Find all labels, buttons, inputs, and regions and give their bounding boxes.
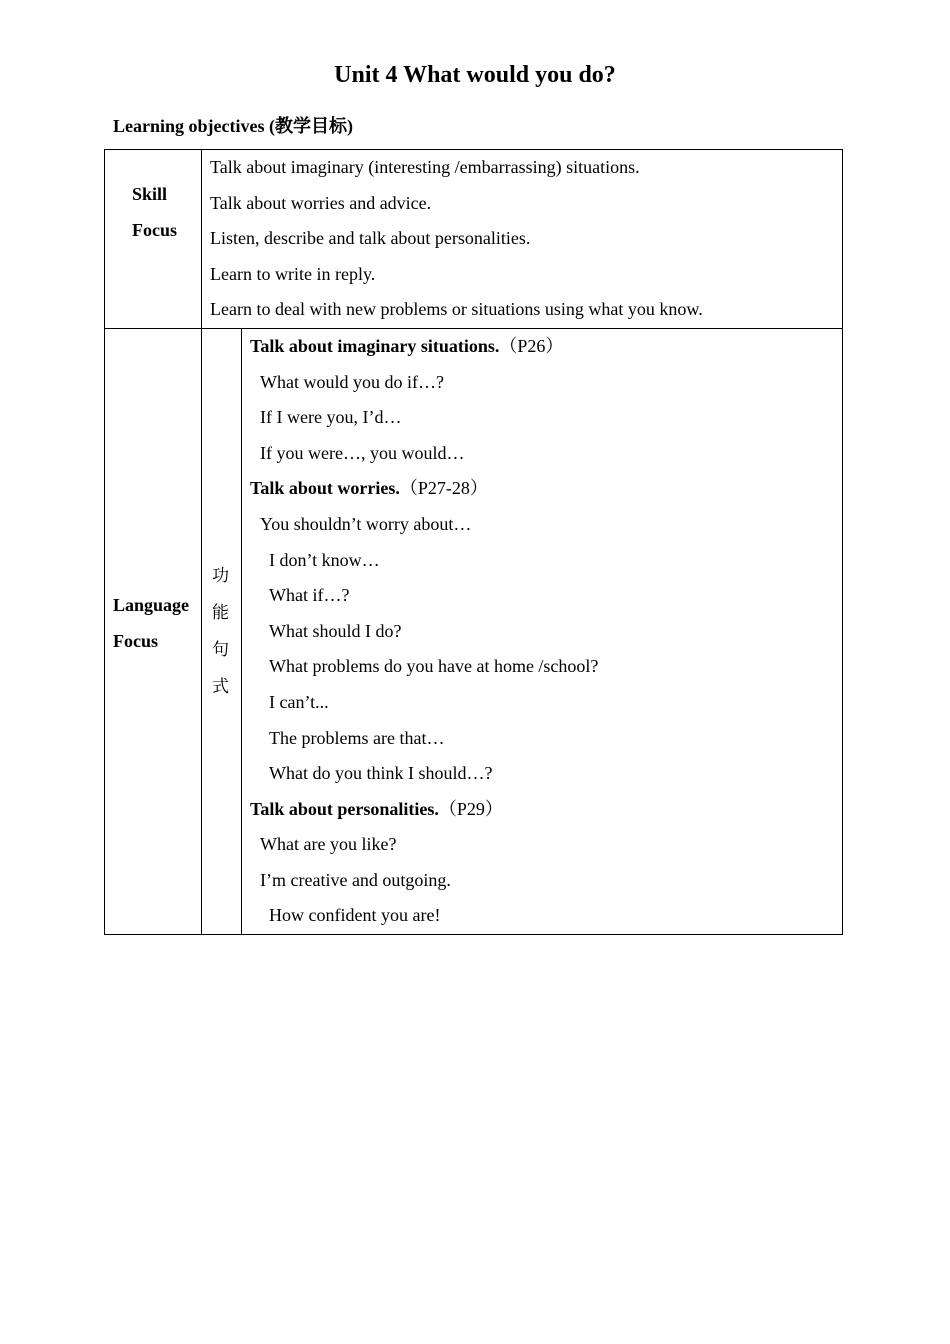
skill-item: Talk about worries and advice. (210, 192, 432, 213)
sentence-line: If I were you, I’d… (260, 407, 402, 428)
vertical-char: 句 (212, 639, 229, 660)
skill-focus-label (105, 150, 202, 329)
skill-label-line2: Focus (132, 220, 177, 240)
section-heading: Talk about worries.（P27-28） (250, 478, 488, 499)
language-focus-row (105, 328, 843, 934)
language-label-line1: Language (113, 595, 190, 616)
skill-label-line1: Skill (132, 184, 168, 204)
language-focus-content (242, 328, 843, 934)
skill-item: Listen, describe and talk about personalities. (210, 228, 531, 249)
sentence-line: What should I do? (269, 620, 402, 641)
skill-focus-content (202, 150, 843, 329)
vertical-char: 功 (212, 565, 229, 586)
page-title: Unit 4 What would you do? (334, 62, 616, 88)
sentence-line: You shouldn’t worry about… (260, 513, 472, 534)
skill-item: Learn to deal with new problems or situations using what you know. (210, 299, 703, 320)
sentence-line: What problems do you have at home /school? (269, 656, 599, 677)
sentence-line: What are you like? (260, 834, 397, 855)
language-focus-label (105, 328, 202, 934)
sentence-line: I don’t know… (269, 549, 380, 570)
vertical-char: 能 (212, 602, 229, 623)
objectives-table (104, 149, 843, 935)
function-sentence-label (202, 328, 242, 934)
sentence-line: I can’t... (269, 691, 329, 712)
section-subtitle: Learning objectives (教学目标) (113, 116, 353, 136)
sentence-line: If you were…, you would… (260, 442, 465, 463)
sentence-line: What if…? (269, 585, 350, 606)
skill-focus-row (105, 150, 843, 329)
sentence-line: How confident you are! (269, 905, 441, 926)
language-label-line2: Focus (113, 631, 158, 652)
skill-item: Talk about imaginary (interesting /embarrassing) situations. (210, 157, 640, 177)
vertical-char: 式 (212, 676, 229, 697)
sentence-line: The problems are that… (269, 727, 445, 748)
skill-item: Learn to write in reply. (210, 263, 376, 284)
sentence-line: I’m creative and outgoing. (260, 869, 451, 890)
section-heading: Talk about imaginary situations.（P26） (250, 335, 564, 356)
sentence-line: What do you think I should…? (269, 763, 493, 784)
section-heading: Talk about personalities.（P29） (250, 798, 503, 819)
sentence-line: What would you do if…? (260, 371, 444, 392)
